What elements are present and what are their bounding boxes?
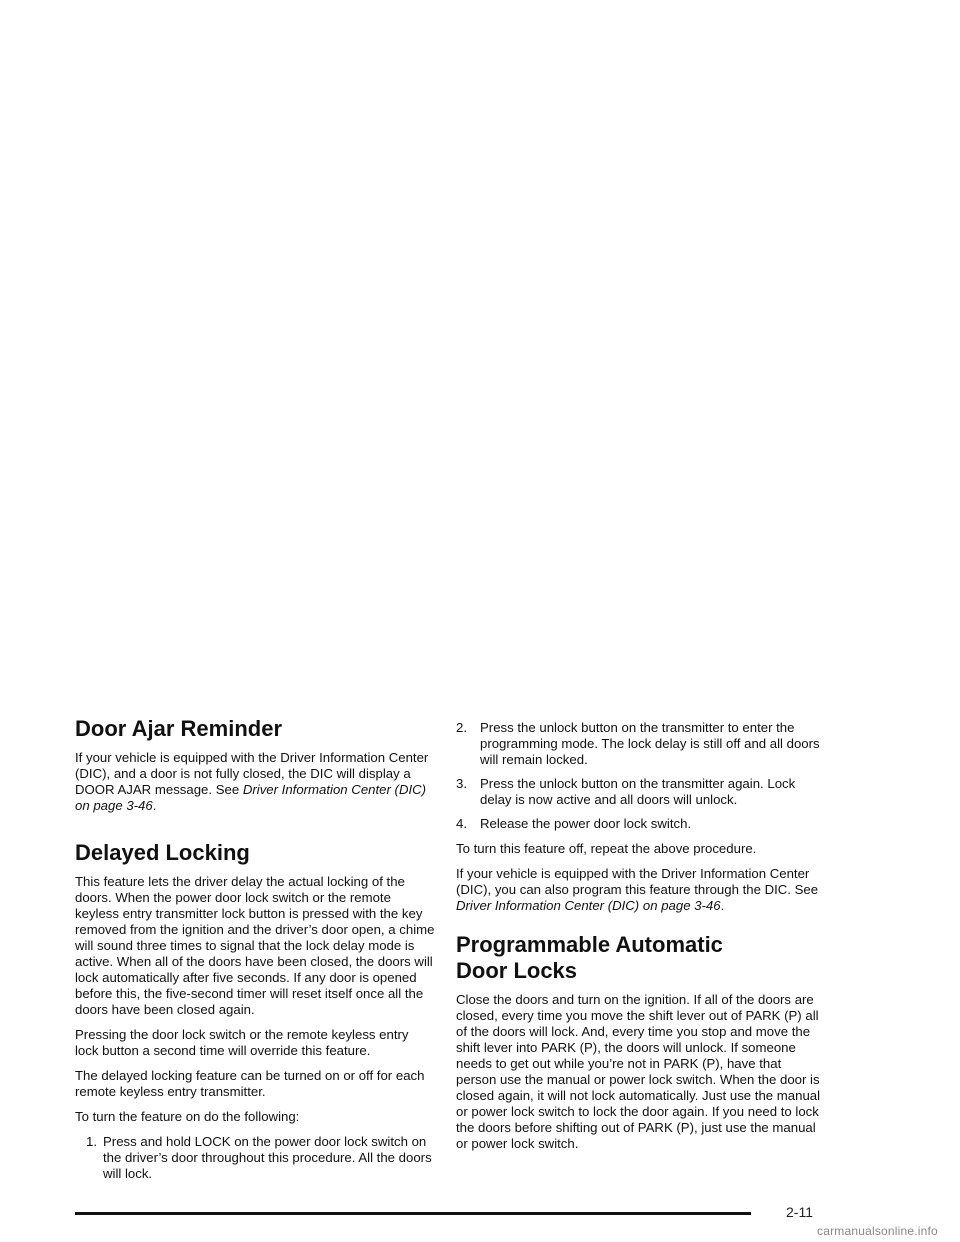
dic-program-reference[interactable]: Driver Information Center (DIC) on page 3-46 bbox=[456, 898, 721, 913]
step-3 bbox=[456, 776, 824, 808]
programmable-locks-paragraph: Close the doors and turn on the ignition. If all of the doors are closed, every time you move the shift lever out of PARK (P) all of the doors will lock. And, every time you stop and move the shift lever into PARK (P), the doors will unlock. If someone needs to get out while you’re not in PARK (P), have that person use the manual or power lock switch. When the door is closed again, it will not lock automatically. Just use the manual or power lock switch to lock the door again. If you need to lock the doors before shifting out of PARK (P), just use the manual or power lock switch. bbox=[456, 992, 821, 1151]
programmable-locks-heading bbox=[456, 932, 824, 984]
step-3-number: 3. bbox=[456, 776, 467, 791]
footer-rule bbox=[75, 1212, 751, 1215]
dic-program-text: If your vehicle is equipped with the Driver Information Center (DIC), you can also program this feature through the DIC. See bbox=[456, 866, 819, 897]
dic-program-paragraph bbox=[456, 866, 824, 914]
door-ajar-text: If your vehicle is equipped with the Driver Information Center (DIC), and a door is not fully closed, the DIC will display a DOOR AJAR message. See bbox=[75, 750, 429, 797]
right-column bbox=[456, 720, 824, 1161]
delayed-locking-steps bbox=[75, 1134, 435, 1182]
step-4 bbox=[456, 816, 824, 832]
step-1 bbox=[75, 1134, 435, 1182]
step-4-text: Release the power door lock switch. bbox=[480, 816, 692, 831]
door-ajar-paragraph bbox=[75, 750, 435, 814]
step-4-number: 4. bbox=[456, 816, 467, 831]
dic-program-end: . bbox=[720, 898, 725, 913]
door-ajar-heading: Door Ajar Reminder bbox=[75, 716, 283, 741]
step-2-number: 2. bbox=[456, 720, 467, 735]
step-2 bbox=[456, 720, 824, 768]
step-2-text: Press the unlock button on the transmitter to enter the programming mode. The lock delay is still off and all doors will remain locked. bbox=[480, 720, 820, 767]
step-1-text: Press and hold LOCK on the power door lock switch on the driver’s door throughout this procedure. All the doors will lock. bbox=[103, 1134, 432, 1181]
step-3-text: Press the unlock button on the transmitter again. Lock delay is now active and all doors will unlock. bbox=[480, 776, 796, 807]
delayed-locking-paragraph-3: The delayed locking feature can be turned on or off for each remote keyless entry transmitter. bbox=[75, 1068, 425, 1099]
step-1-number: 1. bbox=[86, 1134, 97, 1149]
watermark-text: carmanualsonline.info bbox=[817, 1224, 938, 1238]
door-ajar-end: . bbox=[152, 798, 157, 813]
delayed-locking-section bbox=[75, 838, 435, 1182]
left-column bbox=[75, 714, 435, 1191]
programmable-automatic-door-locks-section bbox=[456, 932, 824, 1152]
door-ajar-section bbox=[75, 714, 435, 814]
programmable-locks-heading-line-2: Door Locks bbox=[456, 958, 578, 983]
delayed-locking-paragraph-2: Pressing the door lock switch or the remote keyless entry lock button a second time will override this feature. bbox=[75, 1027, 409, 1058]
delayed-locking-paragraph-1: This feature lets the driver delay the actual locking of the doors. When the power door lock switch or the remote keyless entry transmitter lock button is pressed with the key removed from the ignition and the driver’s door open, a chime will sound three times to signal that the lock delay mode is active. When all of the doors have been closed, the doors will lock automatically after five seconds. If any door is opened before this, the five-second timer will reset itself once all the doors have been closed again. bbox=[75, 874, 435, 1017]
delayed-locking-steps-continued bbox=[456, 720, 824, 832]
door-ajar-dic-reference[interactable]: Driver Information Center (DIC) on page 3-46 bbox=[75, 782, 427, 813]
delayed-locking-heading: Delayed Locking bbox=[75, 840, 250, 865]
delayed-locking-paragraph-4: To turn the feature on do the following: bbox=[75, 1109, 300, 1124]
turn-off-paragraph: To turn this feature off, repeat the above procedure. bbox=[456, 841, 757, 856]
programmable-locks-heading-line-1: Programmable Automatic bbox=[456, 932, 723, 957]
page-number: 2-11 bbox=[786, 1204, 813, 1220]
